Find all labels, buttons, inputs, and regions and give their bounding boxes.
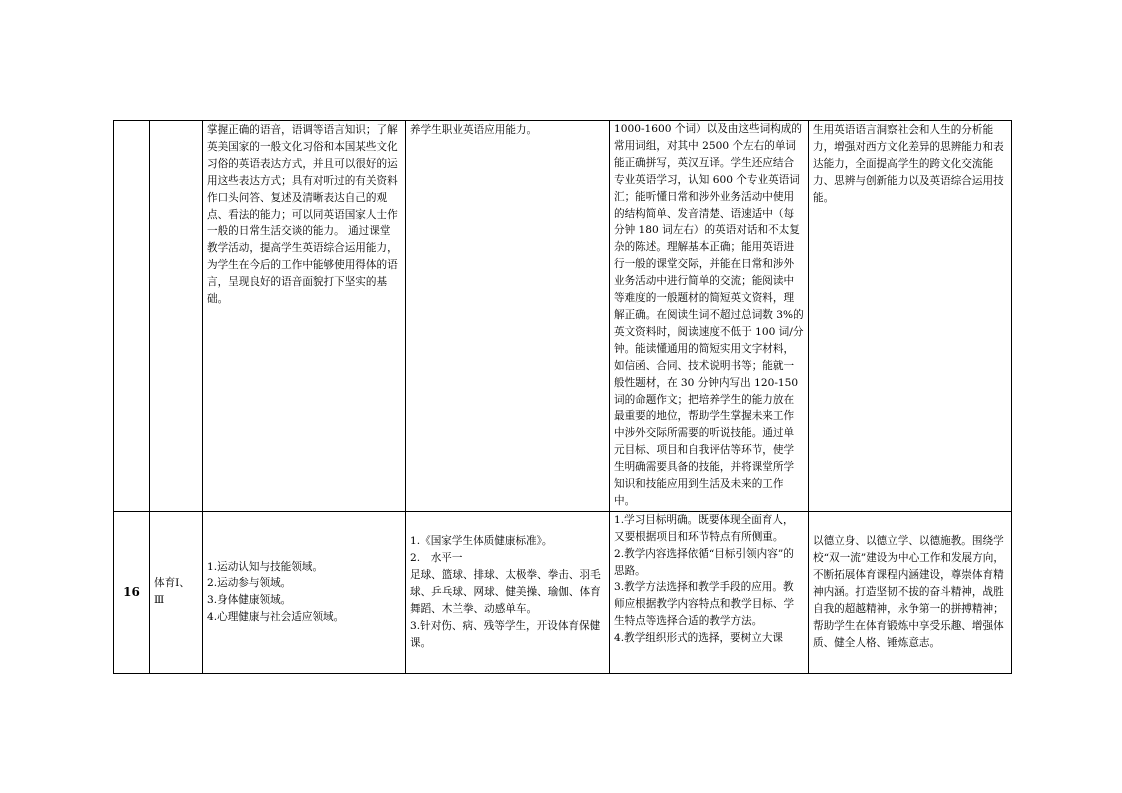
course-table (113, 120, 1012, 674)
course-content-cell: 养学生职业英语应用能力。 (406, 121, 610, 512)
course-ideology-text: 以德立身、以德立学、以德施教。围绕学校“双一流”建设为中心工作和发展方向，不断拓展体育课程内涵建设，尊崇体育精神内涵。打造坚韧不拔的奋斗精神，战胜自我的超越精神，永争第一的拼搏精神；帮助学生在体育锻炼中享受乐趣、增强体质、健全人格、锤炼意志。 (813, 535, 1004, 649)
course-ideology-cell: 生用英语语言洞察社会和人生的分析能力，增强对西方文化差异的思辨能力和表达能力，全面提高学生的跨文化交流能力、思辨与创新能力以及英语综合运用技能。 (809, 121, 1012, 512)
course-number-cell (114, 121, 150, 512)
course-content-text: 1.《国家学生体质健康标准》。 2. 水平一 足球、篮球、排球、太极拳、拳击、羽毛球、乒乓球、网球、健美操、瑜伽、体育舞蹈、木兰拳、动感单车。 3.针对伤、病、残等学生，开设体育保健课。 (410, 535, 601, 649)
course-number-cell: 16 (114, 511, 150, 673)
course-requirements-cell: 1000-1600 个词）以及由这些词构成的常用词组，对其中 2500 个左右的单词能正确拼写，英汉互译。学生还应结合专业英语学习，认知 600 个专业英语词汇；能听懂日常和涉外业务活动中使用的结构简单、发音清楚、语速适中（每分钟 180 词左右）的英语对话和不太复杂的陈述。理解基本正确；能用英语进行一般的课堂交际，并能在日常和涉外业务活动中进行简单的交流；能阅读中等难度的一般题材的简短英文资料，理解正确。在阅读生词不超过总词数 3%的英文资料时，阅读速度不低于 100 词/分钟。能读懂通用的简短实用文字材料，如信函、合同、技术说明书等；能就一般性题材，在 30 分钟内写出 120-150 词的命题作文；把培养学生的能力放在最重要的地位，帮助学生掌握未来工作中涉外交际所需要的听说技能。通过单元目标、项目和自我评估等环节，使学生明确需要具备的技能，并将课堂所学知识和技能应用到生活及未来的工作中。 (610, 121, 809, 512)
course-goal-cell (203, 511, 406, 673)
course-name-cell: 体育Ⅰ、Ⅲ (150, 511, 203, 673)
table-row (114, 121, 1012, 512)
course-content-cell (406, 511, 610, 673)
course-requirements-text: 1.学习目标明确。既要体现全面育人，又要根据项目和环节特点有所侧重。 2.教学内容选择依循“目标引领内容”的思路。 3.教学方法选择和教学手段的应用。教师应根据教学内容特点和教学目标、学生特点等选择合适的教学方法。 4.教学组织形式的选择，要树立大课 (614, 513, 795, 645)
course-goal-cell: 掌握正确的语音，语调等语言知识；了解英美国家的一般文化习俗和本国某些文化习俗的英语表达方式，并且可以很好的运用这些表达方式；具有对听过的有关资料作口头问答、复述及清晰表达自己的观点、看法的能力；可以同英语国家人士作一般的日常生活交谈的能力。 通过课堂教学活动，提高学生英语综合运用能力，为学生在今后的工作中能够使用得体的语言，呈现良好的语音面貌打下坚实的基础。 (203, 121, 406, 512)
course-name-cell (150, 121, 203, 512)
course-ideology-cell (809, 511, 1012, 673)
table-row (114, 511, 1012, 673)
course-goal-text: 1.运动认知与技能领域。 2.运动参与领域。 3.身体健康领域。 4.心理健康与社会适应领域。 (207, 560, 345, 624)
course-requirements-cell (610, 511, 809, 673)
